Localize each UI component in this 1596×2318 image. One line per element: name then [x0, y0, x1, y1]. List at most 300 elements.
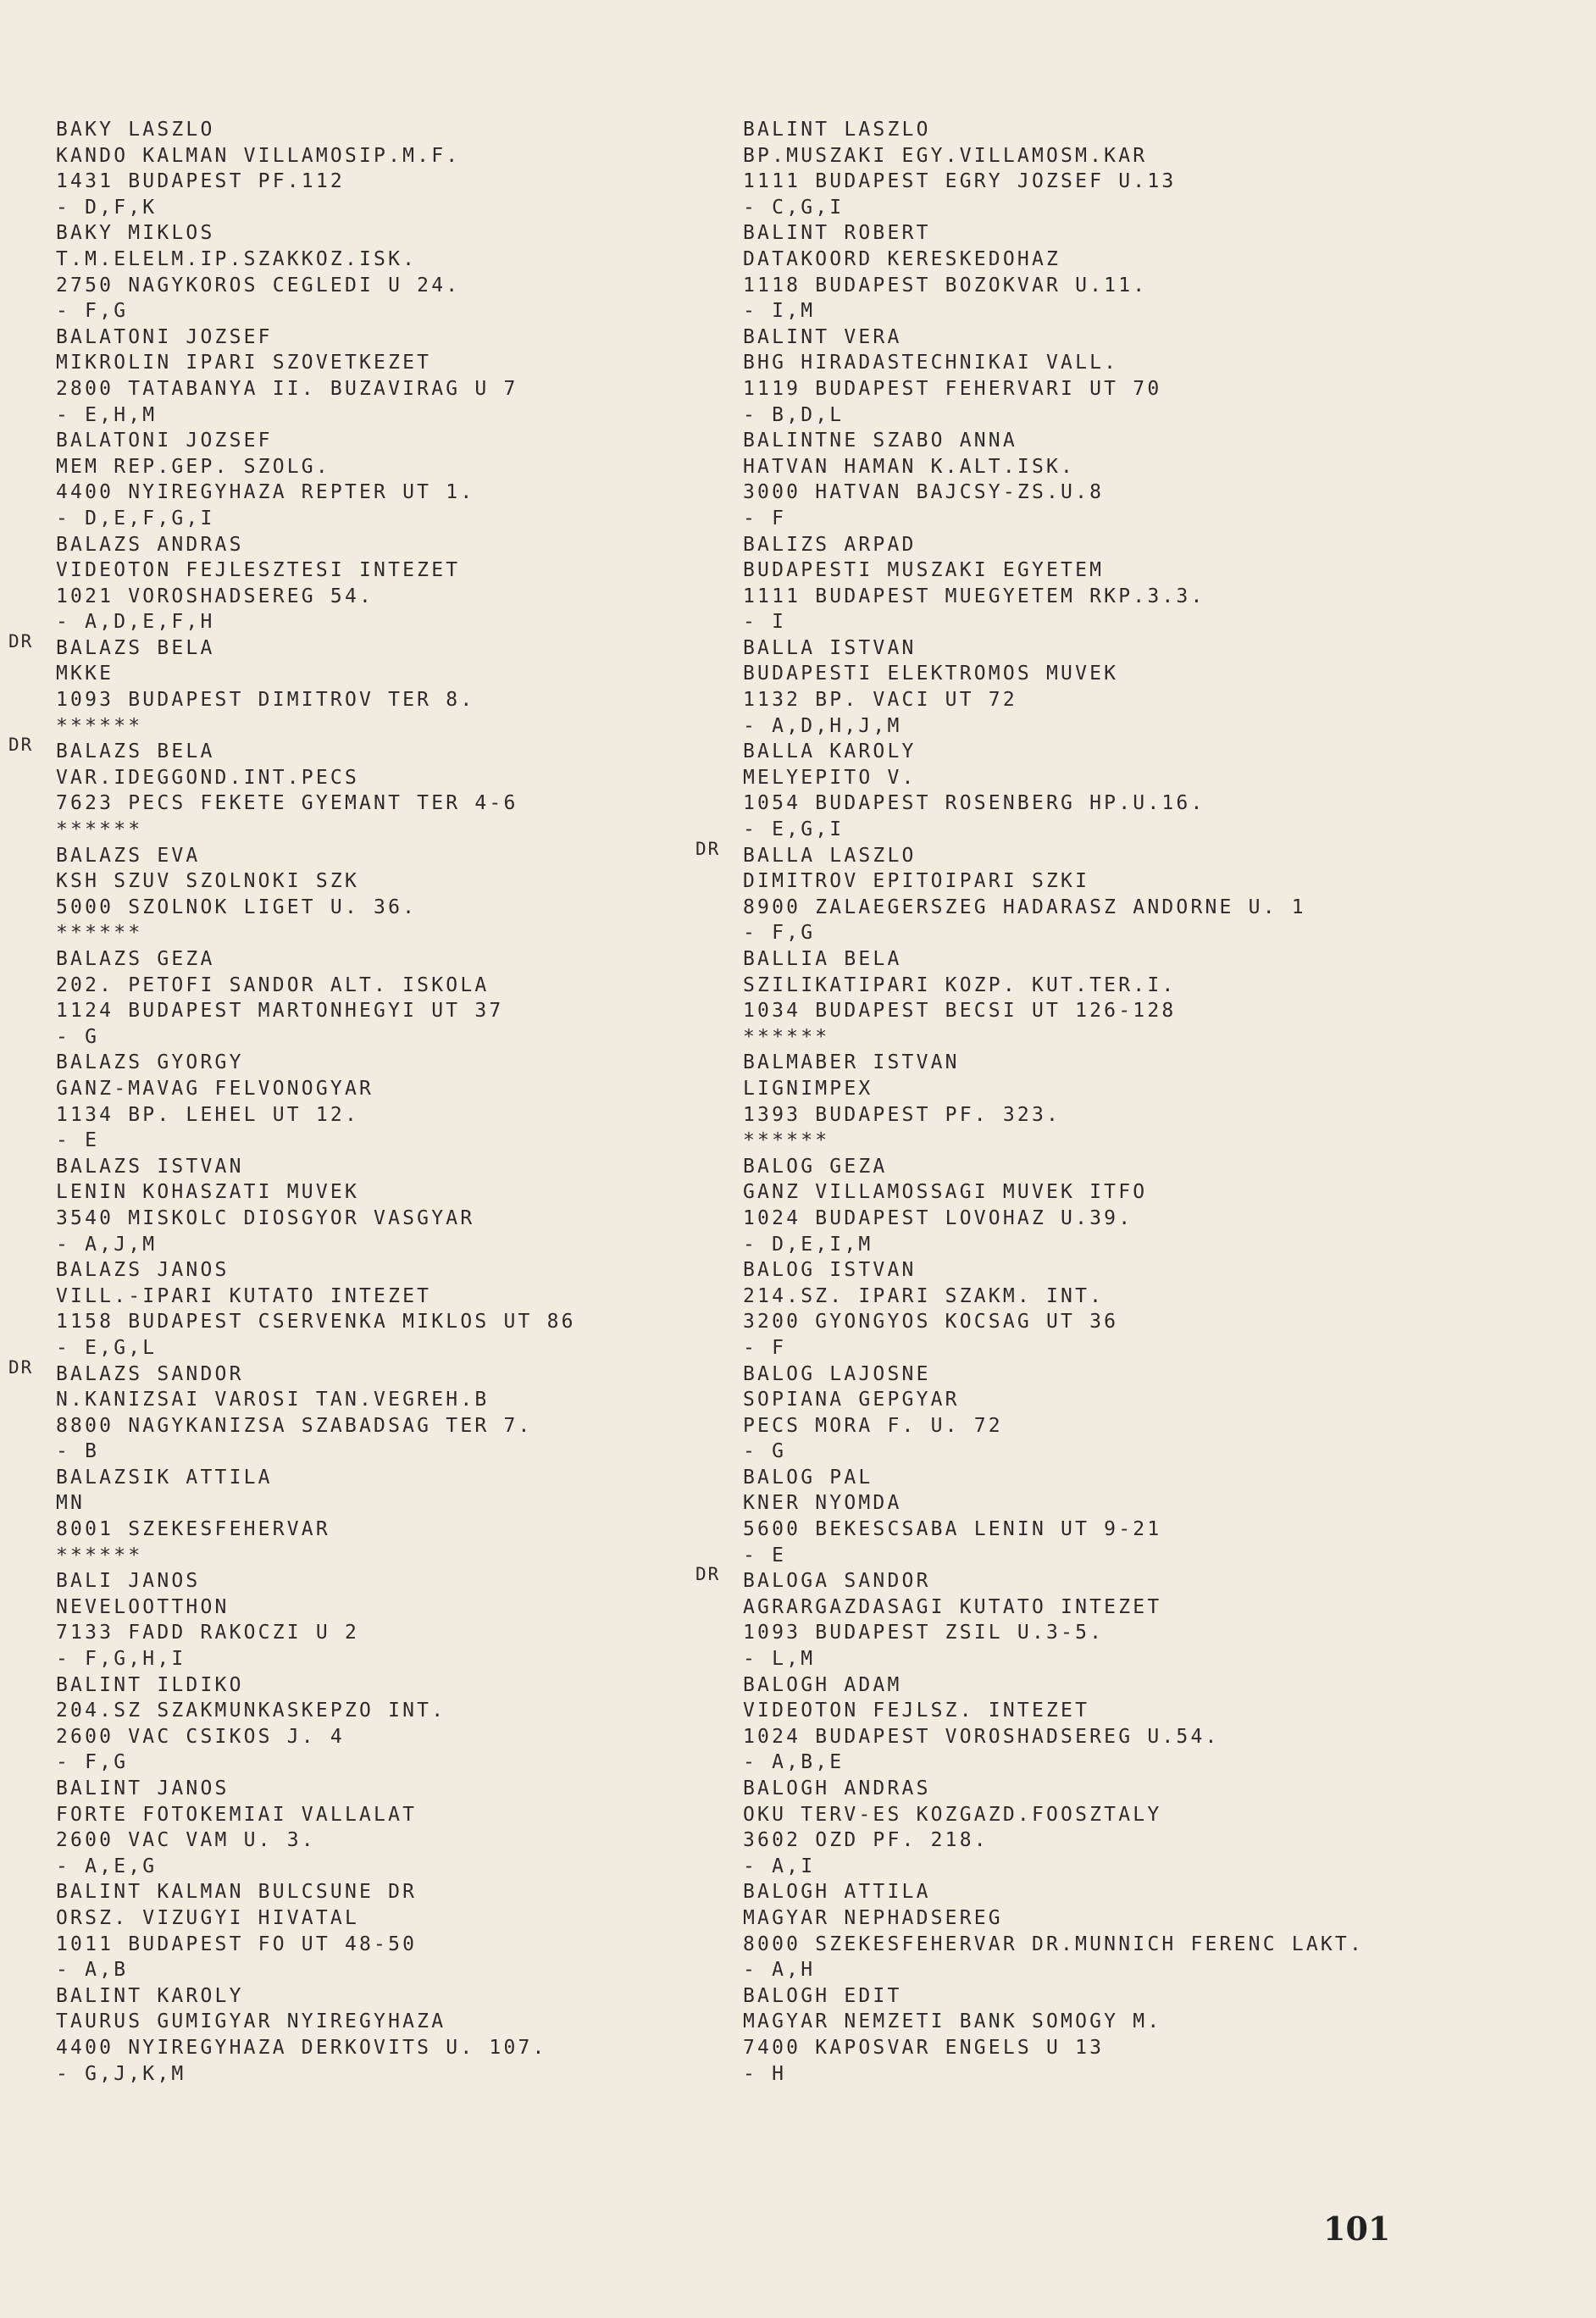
entry-name	[743, 1776, 1446, 1802]
entry-address	[56, 1827, 759, 1854]
directory-entry	[743, 635, 1446, 739]
entry-codes-text: ******	[56, 818, 143, 841]
directory-entry	[743, 220, 1446, 324]
entry-address	[743, 998, 1446, 1024]
entry-codes-text: - F,G	[56, 300, 129, 323]
directory-entry	[56, 1879, 759, 1982]
entry-address	[743, 480, 1446, 506]
entry-name-text: BALOGH ADAM	[743, 1673, 902, 1696]
entry-address	[56, 895, 759, 921]
directory-entry	[56, 117, 759, 220]
entry-address-text: 1132 BP. VACI UT 72	[743, 689, 1017, 712]
title-prefix: DR	[8, 630, 34, 652]
entry-codes	[56, 2061, 759, 2088]
entry-address-text: 1024 BUDAPEST LOVOHAZ U.39.	[743, 1206, 1133, 1229]
entry-name-text: BALINT KALMAN BULCSUNE DR	[56, 1881, 418, 1904]
entry-address-text: 1431 BUDAPEST PF.112	[56, 170, 345, 193]
entry-org-text: T.M.ELELM.IP.SZAKKOZ.ISK.	[56, 247, 418, 270]
entry-org-text: MELYEPITO V.	[743, 766, 917, 789]
directory-entry	[743, 1776, 1446, 1879]
entry-name	[56, 1257, 759, 1284]
entry-org	[56, 2009, 759, 2035]
entry-address-text: 1024 BUDAPEST VOROSHADSEREG U.54.	[743, 1725, 1220, 1748]
entry-address	[743, 1932, 1446, 1958]
directory-entry	[56, 532, 759, 635]
entry-address-text: PECS MORA F. U. 72	[743, 1414, 1003, 1437]
entry-address	[56, 687, 759, 713]
entry-codes	[56, 195, 759, 221]
entry-codes	[56, 1854, 759, 1880]
entry-name-text: BALAZS ANDRAS	[56, 533, 244, 556]
entry-address-text: 2750 NAGYKOROS CEGLEDI U 24.	[56, 274, 461, 297]
entry-name-text: BALATONI JOZSEF	[56, 430, 273, 452]
directory-entry	[56, 1776, 759, 1879]
entry-name	[56, 220, 759, 247]
entry-codes-text: - E	[743, 1544, 787, 1567]
entry-name	[56, 117, 759, 143]
entry-codes-text: - A,J,M	[56, 1233, 158, 1256]
entry-codes-text: - E,G,L	[56, 1336, 158, 1359]
entry-org-text: LIGNIMPEX	[743, 1077, 873, 1100]
directory-entry	[8, 1356, 759, 1465]
entry-name	[8, 1356, 759, 1388]
entry-codes	[743, 1854, 1446, 1880]
entry-codes-text: - E,H,M	[56, 403, 158, 426]
entry-codes-text: - C,G,I	[743, 196, 845, 219]
entry-name	[743, 532, 1446, 558]
entry-address	[56, 2035, 759, 2061]
entry-name-text: BALOGH ANDRAS	[743, 1777, 931, 1800]
entry-name-text: BALOGA SANDOR	[743, 1570, 931, 1593]
entry-address	[743, 687, 1446, 713]
entry-codes-text: - B	[56, 1440, 100, 1463]
entry-codes-text: - F,G	[743, 922, 816, 945]
entry-name	[56, 1879, 759, 1905]
entry-name-text: BALOG LAJOSNE	[743, 1362, 931, 1385]
entry-codes-text: - I,M	[743, 300, 816, 323]
entry-codes-text: - A,E,G	[56, 1855, 158, 1877]
entry-address	[743, 376, 1446, 402]
entry-address-text: 1119 BUDAPEST FEHERVARI UT 70	[743, 377, 1162, 400]
entry-name-text: BALINT ILDIKO	[56, 1673, 244, 1696]
entry-name	[743, 739, 1446, 765]
entry-name	[743, 428, 1446, 454]
entry-address-text: 3200 GYONGYOS KOCSAG UT 36	[743, 1311, 1119, 1334]
entry-address	[56, 1724, 759, 1750]
entry-name	[743, 635, 1446, 662]
entry-address	[56, 584, 759, 610]
directory-entry	[8, 735, 759, 842]
entry-org	[743, 454, 1446, 480]
entry-codes-text: - A,D,H,J,M	[743, 714, 902, 737]
entry-address	[743, 584, 1446, 610]
entry-address-text: 5600 BEKESCSABA LENIN UT 9-21	[743, 1518, 1162, 1541]
entry-address	[56, 1932, 759, 1958]
entry-address	[56, 376, 759, 402]
entry-address-text: 8900 ZALAEGERSZEG HADARASZ ANDORNE U. 1	[743, 896, 1306, 918]
entry-org	[56, 1387, 759, 1413]
entry-org	[56, 1905, 759, 1932]
entry-codes-text: - I	[743, 611, 787, 634]
entry-name	[743, 1879, 1446, 1905]
directory-entry	[743, 1672, 1446, 1776]
entry-address-text: 1034 BUDAPEST BECSI UT 126-128	[743, 1000, 1177, 1023]
entry-org-text: GANZ VILLAMOSSAGI MUVEK ITFO	[743, 1181, 1148, 1204]
entry-address-text: 1093 BUDAPEST ZSIL U.3-5.	[743, 1622, 1105, 1644]
entry-address-text: 1054 BUDAPEST ROSENBERG HP.U.16.	[743, 792, 1205, 815]
entry-name	[56, 1568, 759, 1594]
entry-name	[743, 1465, 1446, 1491]
entry-org-text: VIDEOTON FEJLESZTESI INTEZET	[56, 559, 461, 582]
entry-codes	[56, 1024, 759, 1051]
entry-address-text: 1158 BUDAPEST CSERVENKA MIKLOS UT 86	[56, 1311, 576, 1334]
directory-entry	[743, 428, 1446, 531]
entry-name-text: BALAZS EVA	[56, 844, 201, 867]
entry-codes	[743, 298, 1446, 324]
entry-org	[743, 1490, 1446, 1517]
entry-name-text: BAKY MIKLOS	[56, 222, 215, 245]
entry-org-text: 202. PETOFI SANDOR ALT. ISKOLA	[56, 973, 490, 996]
entry-org	[743, 1698, 1446, 1724]
entry-name	[743, 946, 1446, 973]
entry-name	[743, 324, 1446, 351]
entry-codes	[743, 1232, 1446, 1258]
entry-org	[56, 1802, 759, 1828]
entry-name-text: BALINT ROBERT	[743, 222, 931, 245]
entry-name-text: BALOG ISTVAN	[743, 1259, 917, 1282]
entry-name	[8, 735, 759, 765]
entry-org	[56, 868, 759, 895]
entry-org	[743, 557, 1446, 584]
entry-org	[56, 1179, 759, 1206]
entry-address-text: 8000 SZEKESFEHERVAR DR.MUNNICH FERENC LAKT.	[743, 1933, 1365, 1955]
entry-name-text: BALINT KAROLY	[56, 1984, 244, 2007]
entry-address-text: 2600 VAC CSIKOS J. 4	[56, 1725, 345, 1748]
entry-codes-text: - F,G,H,I	[56, 1648, 186, 1671]
entry-codes	[743, 1750, 1446, 1776]
entry-address-text: 1011 BUDAPEST FO UT 48-50	[56, 1933, 418, 1955]
entry-org	[56, 1594, 759, 1621]
entry-address	[743, 790, 1446, 817]
entry-org-text: FORTE FOTOKEMIAI VALLALAT	[56, 1803, 418, 1826]
entry-address-text: 1093 BUDAPEST DIMITROV TER 8.	[56, 689, 475, 712]
entry-name	[56, 428, 759, 454]
directory-entry	[56, 1050, 759, 1153]
entry-org-text: ORSZ. VIZUGYI HIVATAL	[56, 1906, 359, 1929]
entry-address	[56, 1620, 759, 1646]
entry-address-text: 7133 FADD RAKOCZI U 2	[56, 1622, 359, 1644]
entry-address-text: 5000 SZOLNOK LIGET U. 36.	[56, 896, 418, 918]
entry-codes	[56, 1232, 759, 1258]
entry-address-text: 1118 BUDAPEST BOZOKVAR U.11.	[743, 274, 1148, 297]
entry-org	[743, 1387, 1446, 1413]
entry-name	[743, 1257, 1446, 1284]
entry-name-text: BALIZS ARPAD	[743, 533, 917, 556]
entry-codes	[743, 1543, 1446, 1569]
entry-name-text: BALATONI JOZSEF	[56, 325, 273, 348]
entry-org-text: SOPIANA GEPGYAR	[743, 1389, 960, 1411]
entry-org-text: MKKE	[56, 663, 114, 685]
entry-address	[743, 1206, 1446, 1232]
entry-name-text: BALAZS JANOS	[56, 1259, 230, 1282]
entry-codes	[743, 1024, 1446, 1051]
entry-name	[8, 630, 759, 662]
entry-address-text: 7623 PECS FEKETE GYEMANT TER 4-6	[56, 792, 518, 815]
entry-codes-text: ******	[56, 922, 143, 945]
entry-name-text: BALAZS GYORGY	[56, 1051, 244, 1074]
directory-entry	[8, 630, 759, 739]
entry-org-text: GANZ-MAVAG FELVONOGYAR	[56, 1077, 374, 1100]
entry-org-text: MAGYAR NEPHADSEREG	[743, 1906, 1003, 1929]
entry-address	[56, 1309, 759, 1335]
directory-entry	[56, 1983, 759, 2087]
entry-name-text: BALINT LASZLO	[743, 119, 931, 141]
entry-org-text: SZILIKATIPARI KOZP. KUT.TER.I.	[743, 973, 1177, 996]
entry-org	[56, 661, 759, 687]
entry-codes	[743, 817, 1446, 843]
entry-org	[743, 247, 1446, 273]
entry-org-text: MN	[56, 1492, 86, 1515]
entry-name-text: BAKY LASZLO	[56, 119, 215, 141]
entry-name-text: BALINT VERA	[743, 325, 902, 348]
entry-codes	[743, 1335, 1446, 1361]
entry-codes	[56, 1439, 759, 1465]
left-column	[8, 117, 759, 2087]
entry-name	[56, 1672, 759, 1699]
entry-name-text: BALLIA BELA	[743, 948, 902, 970]
entry-address	[743, 1309, 1446, 1335]
entry-org-text: BHG HIRADASTECHNIKAI VALL.	[743, 352, 1119, 374]
entry-codes	[743, 2061, 1446, 2088]
entry-org	[743, 868, 1446, 895]
entry-name-text: BALAZS SANDOR	[56, 1362, 244, 1385]
entry-codes	[743, 1646, 1446, 1672]
entry-org	[743, 2009, 1446, 2035]
entry-org-text: KSH SZUV SZOLNOKI SZK	[56, 870, 359, 893]
entry-address-text: 4400 NYIREGYHAZA REPTER UT 1.	[56, 481, 475, 504]
title-prefix: DR	[695, 838, 721, 859]
entry-codes-text: ******	[743, 1129, 830, 1152]
entry-address-text: 7400 KAPOSVAR ENGELS U 13	[743, 2036, 1105, 2059]
entry-codes-text: - A,H	[743, 1959, 816, 1982]
entry-address	[56, 998, 759, 1024]
entry-org-text: MEM REP.GEP. SZOLG.	[56, 455, 330, 478]
entry-org	[743, 1802, 1446, 1828]
entry-org-text: KNER NYOMDA	[743, 1492, 902, 1515]
entry-address-text: 2600 VAC VAM U. 3.	[56, 1829, 316, 1852]
directory-entry	[56, 1257, 759, 1361]
directory-entry	[743, 1465, 1446, 1568]
entry-codes-text: - A,I	[743, 1855, 816, 1877]
entry-org	[56, 143, 759, 169]
entry-org-text: LENIN KOHASZATI MUVEK	[56, 1181, 359, 1204]
entry-org	[56, 1076, 759, 1102]
directory-entry	[56, 1568, 759, 1672]
entry-name-text: BALOG PAL	[743, 1466, 873, 1489]
entry-address	[743, 1102, 1446, 1128]
entry-org-text: HATVAN HAMAN K.ALT.ISK.	[743, 455, 1076, 478]
entry-codes-text: - G	[743, 1440, 787, 1463]
entry-org-text: BUDAPESTI MUSZAKI EGYETEM	[743, 559, 1105, 582]
entry-codes	[56, 1750, 759, 1776]
entry-address-text: 1134 BP. LEHEL UT 12.	[56, 1103, 359, 1126]
directory-entry	[743, 1879, 1446, 1982]
entry-name-text: BALLA KAROLY	[743, 740, 917, 763]
directory-entry	[56, 946, 759, 1050]
entry-name-text: BALAZSIK ATTILA	[56, 1466, 273, 1489]
directory-entry	[743, 1050, 1446, 1153]
entry-address	[56, 273, 759, 299]
entry-org-text: 204.SZ SZAKMUNKASKEPZO INT.	[56, 1700, 446, 1722]
entry-org	[743, 143, 1446, 169]
entry-name-text: BALOG GEZA	[743, 1155, 888, 1178]
entry-name	[56, 843, 759, 869]
entry-org	[56, 557, 759, 584]
entry-address-text: 1124 BUDAPEST MARTONHEGYI UT 37	[56, 1000, 504, 1023]
entry-org-text: KANDO KALMAN VILLAMOSIP.M.F.	[56, 144, 461, 167]
entry-org	[56, 1490, 759, 1517]
entry-name-text: BALOGH ATTILA	[743, 1881, 931, 1904]
entry-name	[56, 1776, 759, 1802]
entry-codes-text: - D,E,I,M	[743, 1233, 873, 1256]
entry-org	[743, 350, 1446, 376]
entry-name	[743, 1154, 1446, 1180]
entry-codes	[56, 609, 759, 635]
directory-entry	[56, 1465, 759, 1568]
entry-codes	[56, 1128, 759, 1154]
entry-address-text: 8800 NAGYKANIZSA SZABADSAG TER 7.	[56, 1414, 533, 1437]
entry-address	[56, 480, 759, 506]
entry-codes-text: ******	[56, 1544, 143, 1567]
entry-address	[56, 1102, 759, 1128]
entry-name-text: BALLA LASZLO	[743, 844, 917, 867]
entry-codes-text: ******	[743, 1025, 830, 1048]
entry-name	[695, 838, 1446, 869]
entry-codes-text: - A,B	[56, 1959, 129, 1982]
directory-entry	[56, 220, 759, 324]
entry-org	[743, 1076, 1446, 1102]
entry-codes	[743, 1957, 1446, 1983]
entry-codes	[743, 713, 1446, 740]
entry-address	[743, 895, 1446, 921]
entry-name-text: BALOGH EDIT	[743, 1984, 902, 2007]
entry-org-text: OKU TERV-ES KOZGAZD.FOOSZTALY	[743, 1803, 1162, 1826]
entry-org-text: 214.SZ. IPARI SZAKM. INT.	[743, 1284, 1105, 1307]
entry-codes	[56, 506, 759, 532]
directory-entry	[743, 324, 1446, 428]
directory-entry	[743, 739, 1446, 842]
entry-name-text: BALI JANOS	[56, 1570, 201, 1593]
entry-name	[743, 1050, 1446, 1076]
entry-codes	[56, 298, 759, 324]
entry-org	[743, 1179, 1446, 1206]
entry-org-text: N.KANIZSAI VAROSI TAN.VEGREH.B	[56, 1389, 490, 1411]
directory-entry	[56, 324, 759, 428]
entry-org	[743, 661, 1446, 687]
entry-org-text: VILL.-IPARI KUTATO INTEZET	[56, 1284, 432, 1307]
entry-codes-text: - E	[56, 1129, 100, 1152]
entry-name	[56, 532, 759, 558]
entry-address-text: 8001 SZEKESFEHERVAR	[56, 1518, 330, 1541]
entry-address	[743, 1827, 1446, 1854]
entry-codes	[743, 920, 1446, 946]
entry-codes	[743, 1128, 1446, 1154]
entry-name-text: BALLA ISTVAN	[743, 636, 917, 659]
entry-address-text: 4400 NYIREGYHAZA DERKOVITS U. 107.	[56, 2036, 547, 2059]
directory-entry	[743, 1361, 1446, 1465]
entry-codes	[56, 920, 759, 946]
entry-org-text: DIMITROV EPITOIPARI SZKI	[743, 870, 1090, 893]
entry-name	[743, 1361, 1446, 1388]
entry-codes-text: - F	[743, 1336, 787, 1359]
entry-codes-text: - D,E,F,G,I	[56, 507, 215, 530]
entry-name-text: BALAZS GEZA	[56, 948, 215, 970]
entry-org	[56, 247, 759, 273]
entry-address	[743, 169, 1446, 195]
entry-org	[743, 765, 1446, 791]
entry-org-text: VIDEOTON FEJLSZ. INTEZET	[743, 1700, 1090, 1722]
right-column	[695, 117, 1446, 2087]
entry-address-text: 3602 OZD PF. 218.	[743, 1829, 989, 1852]
entry-name	[695, 1564, 1446, 1594]
entry-codes-text: - L,M	[743, 1648, 816, 1671]
entry-codes-text: - F,G	[56, 1751, 129, 1774]
entry-org-text: BUDAPESTI ELEKTROMOS MUVEK	[743, 663, 1119, 685]
entry-name-text: BALINTNE SZABO ANNA	[743, 430, 1017, 452]
entry-org	[56, 765, 759, 791]
entry-address	[743, 2035, 1446, 2061]
directory-entry	[56, 843, 759, 946]
entry-codes-text: - G,J,K,M	[56, 2062, 186, 2085]
directory-entry	[743, 1983, 1446, 2087]
entry-address	[743, 1724, 1446, 1750]
entry-codes	[743, 506, 1446, 532]
entry-codes	[56, 817, 759, 843]
entry-codes	[743, 1439, 1446, 1465]
title-prefix: DR	[8, 735, 34, 756]
entry-org	[56, 1284, 759, 1310]
entry-codes	[56, 1957, 759, 1983]
entry-name	[56, 1050, 759, 1076]
entry-org	[56, 1698, 759, 1724]
entry-codes-text: - H	[743, 2062, 787, 2085]
entry-address	[743, 1517, 1446, 1543]
entry-org-text: BP.MUSZAKI EGY.VILLAMOSM.KAR	[743, 144, 1148, 167]
entry-name	[743, 1672, 1446, 1699]
entry-org-text: NEVELOOTTHON	[56, 1595, 230, 1618]
entry-org-text: MIKROLIN IPARI SZOVETKEZET	[56, 352, 432, 374]
entry-address-text: 1111 BUDAPEST EGRY JOZSEF U.13	[743, 170, 1177, 193]
entry-codes	[56, 1646, 759, 1672]
entry-org	[743, 1594, 1446, 1621]
entry-name-text: BALAZS ISTVAN	[56, 1155, 244, 1178]
entry-name	[56, 324, 759, 351]
entry-address	[56, 790, 759, 817]
entry-name	[56, 1983, 759, 2010]
entry-org-text: AGRARGAZDASAGI KUTATO INTEZET	[743, 1595, 1162, 1618]
entry-address	[56, 1517, 759, 1543]
directory-entry	[743, 532, 1446, 635]
entry-codes-text: ******	[56, 714, 143, 737]
entry-org	[56, 350, 759, 376]
directory-entry	[743, 946, 1446, 1050]
entry-address-text: 3540 MISKOLC DIOSGYOR VASGYAR	[56, 1206, 475, 1229]
entry-org-text: TAURUS GUMIGYAR NYIREGYHAZA	[56, 2010, 446, 2033]
entry-name-text: BALAZS BELA	[56, 740, 215, 763]
entry-name-text: BALINT JANOS	[56, 1777, 230, 1800]
entry-codes-text: - B,D,L	[743, 403, 845, 426]
directory-entry	[695, 838, 1446, 946]
